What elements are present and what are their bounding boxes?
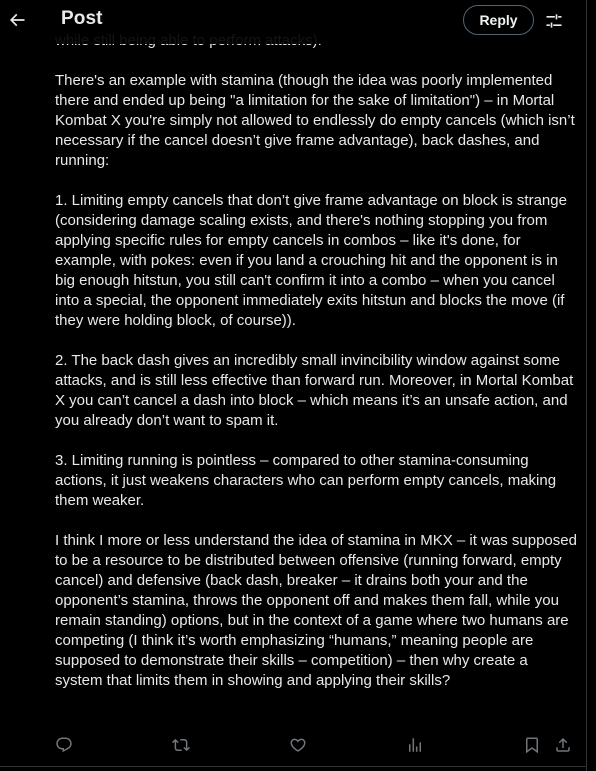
views-action[interactable] [404, 734, 426, 756]
column-border [586, 0, 587, 771]
post-paragraph: There's an example with stamina (though the idea was poorly implemented there and ended up being "a limitation for the sake of limitation") – in Mortal Kombat X you're simply not allowed to endlessly do empty cancels (which isn’t necessary if the cancel doesn’t give frame advantage), back dashes, and running: [55, 72, 575, 169]
post-text [55, 31, 577, 691]
arrow-left-icon [7, 10, 27, 30]
post-paragraph: 3. Limiting running is pointless – compared to other stamina-consuming actions, it just weakens characters who can perform empty cancels, making them weaker. [55, 452, 557, 509]
repost-action[interactable] [170, 734, 192, 756]
repost-icon [172, 736, 190, 754]
post-actions [0, 734, 586, 756]
bookmark-action[interactable] [521, 734, 543, 756]
divider [0, 766, 586, 767]
reply-icon [55, 736, 73, 754]
share-action[interactable] [552, 734, 574, 756]
views-icon [406, 736, 424, 754]
post-header [0, 0, 586, 44]
page-title: Post [61, 8, 103, 29]
post-paragraph: I think I more or less understand the idea of stamina in MKX – it was supposed to be a resource to be distributed between offensive (running forward, empty cancel) and defensive (back dash, breaker – it drains both your and the opponent’s stamina, throws the opponent off and makes them fall, while you remain standing) options, but in the context of a game where two humans are competing (I think it’s worth emphasizing “humans,” meaning people are supposed to demonstrate their skills – competition) – then why create a system that limits them in showing and applying their skills? [55, 532, 577, 689]
settings-button[interactable] [543, 10, 565, 32]
like-icon [289, 736, 307, 754]
reply-button[interactable]: Reply [463, 5, 534, 35]
back-button[interactable] [6, 9, 28, 31]
post-paragraph: 1. Limiting empty cancels that don’t give frame advantage on block is strange (considering damage scaling exists, and there's nothing stopping you from applying specific rules for empty cancels in combos – like it's done, for example, with pokes: even if you land a crouching hit and the opponent is in big enough hitstun, you still can't confirm it into a combo – when you cancel into a special, the opponent immediately exits hitstun and blocks the move (if they were holding block, of course)). [55, 192, 567, 329]
like-action[interactable] [287, 734, 309, 756]
sliders-icon [544, 11, 564, 31]
share-icon [554, 736, 572, 754]
bookmark-icon [523, 736, 541, 754]
reply-action[interactable] [53, 734, 75, 756]
post-paragraph: 2. The back dash gives an incredibly small invincibility window against some attacks, and is still less effective than forward run. Moreover, in Mortal Kombat X you can’t cancel a dash into block – which means it’s an unsafe action, and you already don’t want to spam it. [55, 352, 574, 429]
